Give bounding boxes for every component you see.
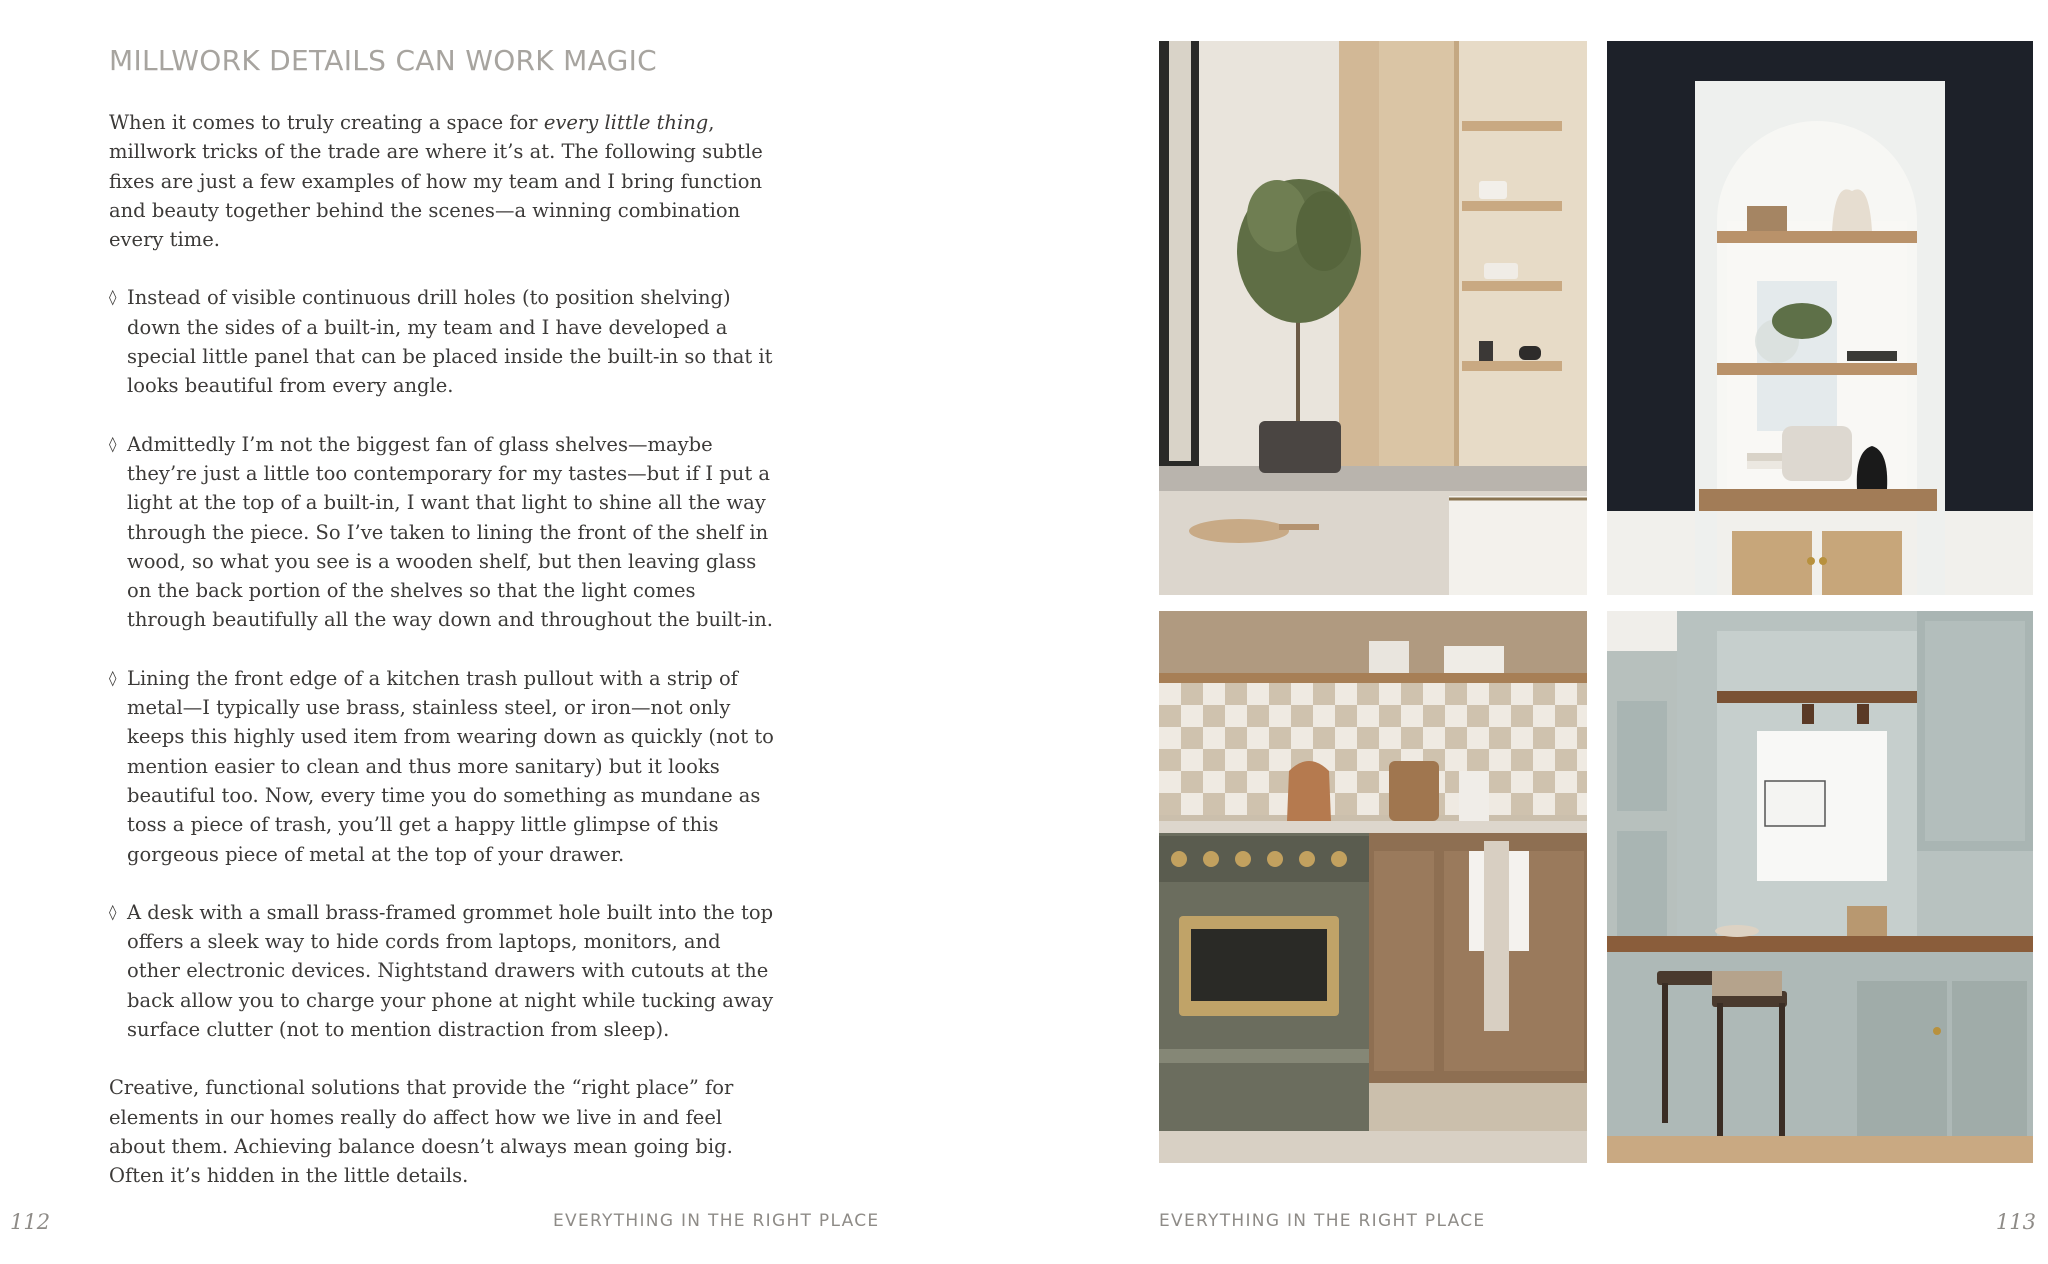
checker-tile-square — [1533, 793, 1555, 815]
checker-tile-square — [1159, 683, 1181, 705]
bullet-item — [109, 430, 779, 635]
checker-tile-square — [1357, 793, 1379, 815]
checker-tile-square — [1335, 793, 1357, 815]
diamond-icon: ◊ — [109, 288, 117, 307]
checker-tile-square — [1533, 749, 1555, 771]
checker-tile-square — [1247, 705, 1269, 727]
page-number-left: 112 — [10, 1210, 51, 1234]
checker-tile-square — [1159, 793, 1181, 815]
checker-tile-square — [1489, 705, 1511, 727]
photo-kitchen-checker-tile — [1159, 611, 1587, 1163]
checker-tile-square — [1445, 727, 1467, 749]
bullet-item — [109, 898, 779, 1044]
checker-tile-square — [1577, 771, 1587, 793]
checker-tile-square — [1225, 749, 1247, 771]
checker-tile-square — [1181, 705, 1203, 727]
photo-built-in-desk — [1607, 611, 2033, 1163]
checker-tile-square — [1577, 705, 1587, 727]
emphasis-text: every little thing — [543, 111, 709, 134]
checker-tile-square — [1489, 771, 1511, 793]
checker-tile-square — [1577, 683, 1587, 705]
checker-tile-square — [1313, 727, 1335, 749]
checker-tile-square — [1313, 683, 1335, 705]
page-number-right: 113 — [1995, 1210, 2036, 1234]
checker-tile-square — [1357, 749, 1379, 771]
intro-paragraph: When it comes to truly creating a space for every little thing, millwork tricks of the trade are where it’s at. The following subtle fixes are just a few examples of how my team and I bring function and beauty together behind the scenes—a winning combination every time. — [109, 111, 763, 252]
checker-tile-square — [1401, 683, 1423, 705]
checker-tile-square — [1159, 749, 1181, 771]
checker-tile-square — [1159, 705, 1181, 727]
checker-tile-square — [1181, 793, 1203, 815]
checker-tile-square — [1269, 771, 1291, 793]
bullet-text: Admittedly I’m not the biggest fan of glass shelves—maybe they’re just a little too contemporary for my tastes—but if I put a light at the top of a built-in, I want that light to shine all the way through the piece. So I’ve taken to lining the front of the shelf in wood, so what you see is a wooden shelf, but then leaving glass on the back portion of the shelves so that the light comes through beautifully all the way down and throughout the built-in. — [127, 432, 773, 632]
checker-tile-square — [1511, 683, 1533, 705]
checker-tile-square — [1159, 771, 1181, 793]
bullet-item — [109, 664, 779, 869]
checker-tile-square — [1577, 727, 1587, 749]
checker-tile-square — [1203, 749, 1225, 771]
checker-tile-square — [1555, 793, 1577, 815]
checker-tile-square — [1555, 749, 1577, 771]
diamond-icon: ◊ — [109, 434, 117, 453]
checker-tile-square — [1247, 793, 1269, 815]
checker-tile-square — [1203, 705, 1225, 727]
checker-tile-square — [1489, 683, 1511, 705]
checker-tile-square — [1445, 683, 1467, 705]
checker-tile-square — [1467, 683, 1489, 705]
section-heading: MILLWORK DETAILS CAN WORK MAGIC — [109, 44, 657, 77]
checker-tile-square — [1533, 683, 1555, 705]
checker-tile-square — [1181, 727, 1203, 749]
checker-tile-square — [1357, 683, 1379, 705]
checker-tile-square — [1181, 749, 1203, 771]
checker-tile-square — [1511, 727, 1533, 749]
checker-tile-square — [1247, 727, 1269, 749]
checker-tile-square — [1203, 683, 1225, 705]
bullet-text: Instead of visible continuous drill holes (to position shelving) down the sides of a built-in, my team and I have developed a special little panel that can be placed inside the built-in so that it looks beautiful from every angle. — [127, 286, 773, 398]
photo-arched-niche-shelves — [1607, 41, 2033, 595]
checker-tile-square — [1335, 749, 1357, 771]
running-head-left: EVERYTHING IN THE RIGHT PLACE — [553, 1211, 880, 1231]
checker-tile-square — [1269, 749, 1291, 771]
checker-tile-square — [1291, 683, 1313, 705]
checker-tile-square — [1577, 749, 1587, 771]
checker-tile-square — [1269, 683, 1291, 705]
checker-tile-square — [1357, 705, 1379, 727]
checker-tile-square — [1203, 771, 1225, 793]
checker-tile-square — [1401, 705, 1423, 727]
checker-tile-square — [1357, 771, 1379, 793]
checker-tile-square — [1335, 771, 1357, 793]
checker-tile-backsplash — [1159, 683, 1587, 815]
checker-tile-square — [1291, 705, 1313, 727]
checker-tile-square — [1181, 771, 1203, 793]
bullet-text: Lining the front edge of a kitchen trash pullout with a strip of metal—I typically use brass, stainless steel, or iron—not only keeps this highly used item from wearing down as quickly (not to mention easier to clean and thus more sanitary) but it looks beautiful too. Now, every time you do something as mundane as toss a piece of trash, you’ll get a happy little glimpse of this gorgeous piece of metal at the top of your drawer. — [127, 666, 774, 866]
checker-tile-square — [1423, 683, 1445, 705]
checker-tile-square — [1269, 727, 1291, 749]
checker-tile-square — [1335, 705, 1357, 727]
checker-tile-square — [1203, 727, 1225, 749]
checker-tile-square — [1533, 771, 1555, 793]
checker-tile-square — [1533, 705, 1555, 727]
checker-tile-square — [1533, 727, 1555, 749]
checker-tile-square — [1467, 727, 1489, 749]
checker-tile-square — [1555, 771, 1577, 793]
diamond-icon: ◊ — [109, 902, 117, 921]
checker-tile-square — [1225, 727, 1247, 749]
right-page — [1024, 0, 2048, 1264]
body-text — [109, 108, 779, 1220]
checker-tile-square — [1159, 727, 1181, 749]
checker-tile-square — [1379, 683, 1401, 705]
checker-tile-square — [1313, 705, 1335, 727]
checker-tile-square — [1181, 683, 1203, 705]
checker-tile-square — [1445, 749, 1467, 771]
checker-tile-square — [1225, 771, 1247, 793]
checker-tile-square — [1291, 727, 1313, 749]
checker-tile-square — [1577, 793, 1587, 815]
checker-tile-square — [1357, 727, 1379, 749]
checker-tile-square — [1467, 749, 1489, 771]
checker-tile-square — [1445, 705, 1467, 727]
checker-tile-square — [1489, 793, 1511, 815]
checker-tile-square — [1511, 793, 1533, 815]
closing-paragraph: Creative, functional solutions that provide the “right place” for elements in our homes really do affect how we live in and feel about them. Achieving balance doesn’t always mean going big. Often it’s hidden in the little details. — [109, 1076, 734, 1188]
checker-tile-square — [1225, 705, 1247, 727]
checker-tile-square — [1225, 683, 1247, 705]
bullet-item — [109, 283, 779, 400]
checker-tile-square — [1511, 771, 1533, 793]
checker-tile-square — [1335, 683, 1357, 705]
checker-tile-square — [1489, 727, 1511, 749]
checker-tile-square — [1467, 705, 1489, 727]
checker-tile-square — [1423, 705, 1445, 727]
checker-tile-square — [1247, 771, 1269, 793]
checker-tile-square — [1555, 727, 1577, 749]
checker-tile-square — [1379, 705, 1401, 727]
checker-tile-square — [1203, 793, 1225, 815]
photo-oak-shelves-olive-tree — [1159, 41, 1587, 595]
checker-tile-square — [1511, 749, 1533, 771]
checker-tile-square — [1247, 749, 1269, 771]
checker-tile-square — [1379, 727, 1401, 749]
checker-tile-square — [1423, 727, 1445, 749]
checker-tile-square — [1225, 793, 1247, 815]
checker-tile-square — [1401, 727, 1423, 749]
diamond-icon: ◊ — [109, 668, 117, 687]
checker-tile-square — [1555, 683, 1577, 705]
running-head-right: EVERYTHING IN THE RIGHT PLACE — [1159, 1211, 1486, 1231]
bullet-text: A desk with a small brass-framed grommet hole built into the top offers a sleek way to hide cords from laptops, monitors, and other electronic devices. Nightstand drawers with cutouts at the back allow you to charge your phone at night while tucking away surface clutter (not to mention distraction from sleep). — [127, 900, 774, 1042]
checker-tile-square — [1555, 705, 1577, 727]
checker-tile-square — [1247, 683, 1269, 705]
checker-tile-square — [1511, 705, 1533, 727]
checker-tile-square — [1335, 727, 1357, 749]
checker-tile-square — [1489, 749, 1511, 771]
checker-tile-square — [1269, 705, 1291, 727]
